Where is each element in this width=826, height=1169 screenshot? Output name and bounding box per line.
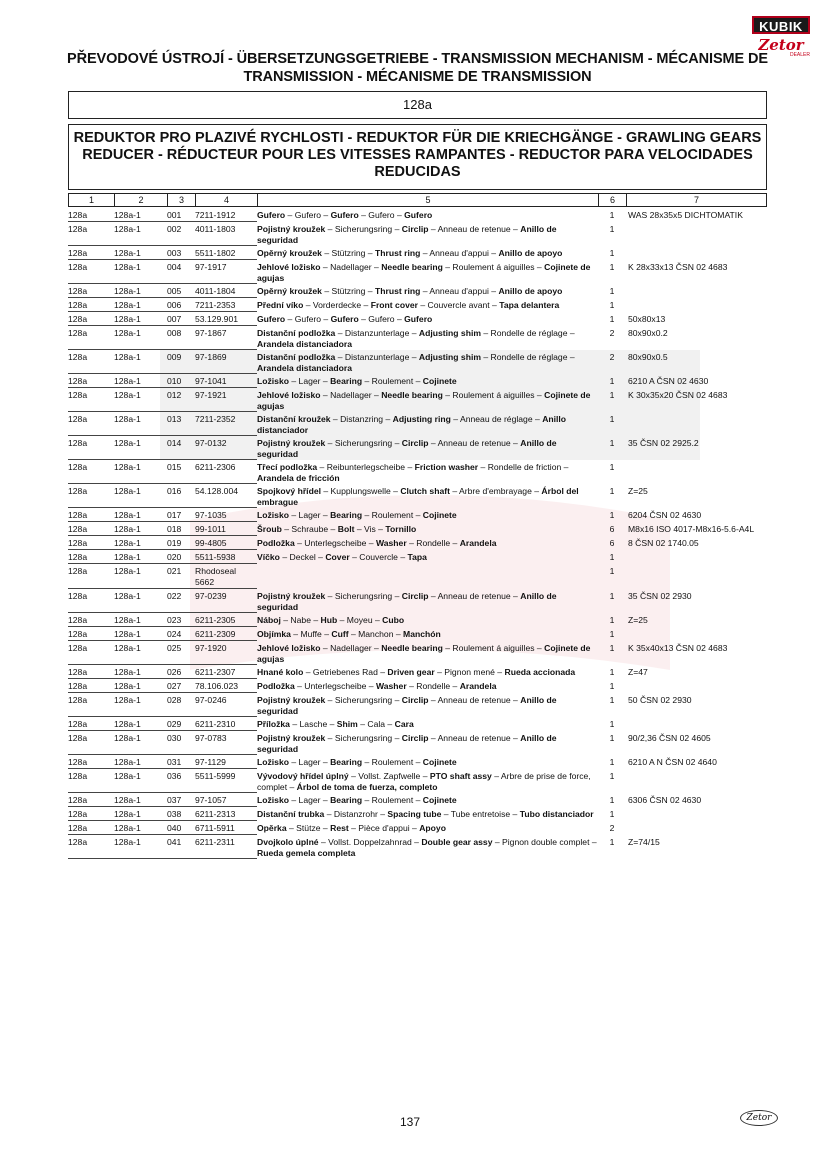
- row-subgroup: 128a-1: [114, 667, 167, 679]
- table-row: [68, 510, 774, 524]
- row-part-number: 5511-5938: [195, 552, 257, 564]
- table-row: [68, 757, 774, 771]
- row-part-number: 6211-2313: [195, 809, 257, 821]
- row-group: 128a: [68, 757, 114, 769]
- row-group: 128a: [68, 538, 114, 550]
- column-header: 1: [69, 194, 115, 206]
- row-note: [626, 300, 774, 312]
- row-part-number: 99-4805: [195, 538, 257, 550]
- row-description: Vývodový hřídel úplný – Vollst. Zapfwelle – PTO shaft assy – Arbre de prise de force, complet – Árbol de toma de fuerza, completo: [257, 771, 591, 792]
- row-note: 6210 A N ČSN 02 4640: [628, 757, 717, 767]
- row-description: Opěrný kroužek – Stützring – Thrust ring – Anneau d'appui – Anillo de apoyo: [257, 248, 563, 258]
- row-description: Víčko – Deckel – Cover – Couvercle – Tapa: [257, 552, 427, 562]
- row-subgroup: 128a-1: [114, 823, 167, 835]
- row-part-number: 54.128.004: [195, 486, 257, 508]
- row-position: 026: [167, 667, 195, 679]
- column-header: 4: [196, 194, 258, 206]
- row-subgroup: 128a-1: [114, 486, 167, 508]
- row-group: 128a: [68, 438, 114, 460]
- row-quantity: 1: [609, 300, 615, 310]
- row-position: 008: [167, 328, 195, 350]
- row-group: 128a: [68, 566, 114, 589]
- row-subgroup: 128a-1: [114, 795, 167, 807]
- logo-dealer-text: DEALER: [789, 52, 810, 58]
- row-part-number: 97-1917: [195, 262, 257, 284]
- row-note: [626, 414, 774, 436]
- row-group: 128a: [68, 695, 114, 717]
- kubik-zetor-logo: [752, 16, 810, 58]
- row-part-number: 97-1867: [195, 328, 257, 350]
- row-part-number: 97-0132: [195, 438, 257, 460]
- row-subgroup: 128a-1: [114, 286, 167, 298]
- row-subgroup: 128a-1: [114, 376, 167, 388]
- parts-table: [68, 210, 774, 861]
- table-row: [68, 681, 774, 695]
- row-subgroup: 128a-1: [114, 224, 167, 246]
- row-note: [626, 809, 774, 821]
- row-description: Náboj – Nabe – Hub – Moyeu – Cubo: [257, 615, 405, 625]
- row-note: 6204 ČSN 02 4630: [628, 510, 702, 520]
- row-position: 030: [167, 733, 195, 755]
- row-quantity: 1: [609, 667, 615, 677]
- row-quantity: 1: [609, 210, 615, 220]
- table-row: [68, 809, 774, 823]
- row-subgroup: 128a-1: [114, 629, 167, 641]
- row-description: Opěrný kroužek – Stützring – Thrust ring – Anneau d'appui – Anillo de apoyo: [257, 286, 563, 296]
- row-subgroup: 128a-1: [114, 414, 167, 436]
- row-position: 031: [167, 757, 195, 769]
- row-position: 013: [167, 414, 195, 436]
- row-description: Pojistný kroužek – Sicherungsring – Circlip – Anneau de retenue – Anillo de seguridad: [257, 224, 557, 245]
- row-group: 128a: [68, 248, 114, 260]
- row-position: 010: [167, 376, 195, 388]
- row-note: Z=47: [628, 667, 648, 677]
- row-quantity: 1: [609, 757, 615, 767]
- section-subtitle: REDUKTOR PRO PLAZIVÉ RYCHLOSTI - REDUKTOR FÜR DIE KRIECHGÄNGE - GRAWLING GEARS REDUCER - RÉDUCTEUR POUR LES VITESSES RAMPANTES - REDUCTOR PARA VELOCIDADES REDUCIDAS: [68, 124, 767, 190]
- row-description: Jehlové ložisko – Nadellager – Needle bearing – Roulement á aiguilles – Cojinete de agujas: [257, 390, 591, 411]
- row-description: Pojistný kroužek – Sicherungsring – Circlip – Anneau de retenue – Anillo de seguridad: [257, 591, 557, 612]
- row-note: [626, 224, 774, 246]
- row-quantity: 1: [609, 552, 615, 562]
- row-group: 128a: [68, 462, 114, 484]
- row-group: 128a: [68, 629, 114, 641]
- row-position: 001: [167, 210, 195, 222]
- row-group: 128a: [68, 376, 114, 388]
- row-note: [626, 823, 774, 835]
- row-position: 040: [167, 823, 195, 835]
- row-position: 028: [167, 695, 195, 717]
- row-subgroup: 128a-1: [114, 643, 167, 665]
- row-description: Ložisko – Lager – Bearing – Roulement – Cojinete: [257, 795, 457, 805]
- row-group: 128a: [68, 823, 114, 835]
- page-number: 137: [400, 1115, 421, 1129]
- row-part-number: 97-1041: [195, 376, 257, 388]
- row-quantity: 1: [609, 809, 615, 819]
- row-note: 8 ČSN 02 1740.05: [628, 538, 699, 548]
- row-part-number: 97-1920: [195, 643, 257, 665]
- row-note: [626, 629, 774, 641]
- row-part-number: 5511-5999: [195, 771, 257, 793]
- row-position: 038: [167, 809, 195, 821]
- row-subgroup: 128a-1: [114, 524, 167, 536]
- row-note: [626, 552, 774, 564]
- row-quantity: 1: [609, 286, 615, 296]
- column-header: 2: [115, 194, 168, 206]
- row-note: 6306 ČSN 02 4630: [628, 795, 702, 805]
- row-group: 128a: [68, 719, 114, 731]
- row-description: Gufero – Gufero – Gufero – Gufero – Gufero: [257, 210, 433, 220]
- row-quantity: 6: [609, 538, 615, 548]
- row-subgroup: 128a-1: [114, 681, 167, 693]
- row-position: 036: [167, 771, 195, 793]
- row-position: 020: [167, 552, 195, 564]
- row-description: [257, 566, 598, 589]
- row-part-number: 7211-2353: [195, 300, 257, 312]
- row-group: 128a: [68, 314, 114, 326]
- column-header: 7: [693, 195, 699, 205]
- row-subgroup: 128a-1: [114, 837, 167, 859]
- row-description: Pojistný kroužek – Sicherungsring – Circlip – Anneau de retenue – Anillo de seguridad: [257, 733, 557, 754]
- row-position: 041: [167, 837, 195, 859]
- row-part-number: 53.129.901: [195, 314, 257, 326]
- row-quantity: 1: [609, 615, 615, 625]
- row-part-number: 97-0783: [195, 733, 257, 755]
- row-part-number: 97-0246: [195, 695, 257, 717]
- row-part-number: 6211-2306: [195, 462, 257, 484]
- row-position: 004: [167, 262, 195, 284]
- row-group: 128a: [68, 524, 114, 536]
- table-row: [68, 524, 774, 538]
- row-part-number: 6211-2310: [195, 719, 257, 731]
- row-description: Šroub – Schraube – Bolt – Vis – Tornillo: [257, 524, 417, 534]
- row-part-number: 7211-2352: [195, 414, 257, 436]
- row-note: K 30x35x20 ČSN 02 4683: [628, 390, 728, 400]
- column-header: 3: [168, 194, 196, 206]
- row-description: Hnané kolo – Getriebenes Rad – Driven gear – Pignon mené – Rueda accionada: [257, 667, 576, 677]
- row-quantity: 1: [609, 262, 615, 272]
- row-part-number: 97-1921: [195, 390, 257, 412]
- row-description: Ložisko – Lager – Bearing – Roulement – Cojinete: [257, 757, 457, 767]
- row-position: 012: [167, 390, 195, 412]
- section-code: 128a: [68, 91, 767, 119]
- zetor-footer-logo: Zetor: [740, 1110, 778, 1126]
- row-position: 022: [167, 591, 195, 613]
- row-quantity: 2: [609, 328, 615, 338]
- row-group: 128a: [68, 809, 114, 821]
- row-note: 50 ČSN 02 2930: [628, 695, 692, 705]
- row-note: K 28x33x13 ČSN 02 4683: [628, 262, 728, 272]
- row-quantity: 1: [609, 486, 615, 496]
- row-note: [626, 719, 774, 731]
- row-note: 35 ČSN 02 2930: [628, 591, 692, 601]
- row-position: 029: [167, 719, 195, 731]
- row-part-number: 5511-1802: [195, 248, 257, 260]
- row-quantity: 1: [609, 629, 615, 639]
- row-quantity: 1: [609, 681, 615, 691]
- row-part-number: 97-1129: [195, 757, 257, 769]
- row-position: 024: [167, 629, 195, 641]
- row-note: Z=25: [628, 486, 648, 496]
- row-description: Ložisko – Lager – Bearing – Roulement – Cojinete: [257, 510, 457, 520]
- row-group: 128a: [68, 328, 114, 350]
- table-row: [68, 300, 774, 314]
- row-position: 019: [167, 538, 195, 550]
- row-quantity: 1: [609, 591, 615, 601]
- row-note: [626, 462, 774, 484]
- row-group: 128a: [68, 486, 114, 508]
- row-quantity: 1: [609, 695, 615, 705]
- row-note: Z=25: [628, 615, 648, 625]
- row-note: Z=74/15: [628, 837, 660, 847]
- row-quantity: 1: [609, 314, 615, 324]
- row-description: Přední víko – Vorderdecke – Front cover – Couvercle avant – Tapa delantera: [257, 300, 560, 310]
- row-position: 018: [167, 524, 195, 536]
- row-note: [626, 566, 774, 589]
- row-position: 037: [167, 795, 195, 807]
- table-row: [68, 286, 774, 300]
- row-description: Gufero – Gufero – Gufero – Gufero – Gufero: [257, 314, 433, 324]
- row-position: 005: [167, 286, 195, 298]
- row-quantity: 1: [609, 719, 615, 729]
- row-quantity: 1: [609, 795, 615, 805]
- row-group: 128a: [68, 733, 114, 755]
- row-note: 6210 A ČSN 02 4630: [628, 376, 709, 386]
- page-title: PŘEVODOVÉ ÚSTROJÍ - ÜBERSETZUNGSGETRIEBE - TRANSMISSION MECHANISM - MÉCANISME DE TRANSMISSION - MÉCANISME DE TRANSMISSION: [67, 51, 768, 85]
- row-group: 128a: [68, 224, 114, 246]
- row-group: 128a: [68, 210, 114, 222]
- row-subgroup: 128a-1: [114, 314, 167, 326]
- row-group: 128a: [68, 615, 114, 627]
- row-subgroup: 128a-1: [114, 615, 167, 627]
- row-position: 021: [167, 566, 195, 589]
- row-description: Pojistný kroužek – Sicherungsring – Circlip – Anneau de retenue – Anillo de seguridad: [257, 695, 557, 716]
- row-part-number: 97-1869: [195, 352, 257, 374]
- row-description: Podložka – Unterlegscheibe – Washer – Rondelle – Arandela: [257, 681, 497, 691]
- row-quantity: 1: [609, 643, 615, 653]
- table-row: [68, 224, 774, 248]
- logo-zetor-text: Zetor: [758, 36, 804, 54]
- row-group: 128a: [68, 837, 114, 859]
- row-part-number: 97-1035: [195, 510, 257, 522]
- row-description: Distanční podložka – Distanzunterlage – Adjusting shim – Rondelle de réglage – Arandela distanciadora: [257, 328, 575, 349]
- row-quantity: 2: [609, 352, 615, 362]
- row-quantity: 1: [609, 438, 615, 448]
- table-row: [68, 643, 774, 667]
- row-part-number: 4011-1803: [195, 224, 257, 246]
- table-row: [68, 719, 774, 733]
- column-header-row: [68, 193, 767, 207]
- row-subgroup: 128a-1: [114, 510, 167, 522]
- table-row: [68, 352, 774, 376]
- row-note: 90/2,36 ČSN 02 4605: [628, 733, 711, 743]
- row-description: Jehlové ložisko – Nadellager – Needle bearing – Roulement á aiguilles – Cojinete de agujas: [257, 643, 591, 664]
- row-quantity: 1: [609, 390, 615, 400]
- row-description: Třecí podložka – Reibunterlegscheibe – Friction washer – Rondelle de friction – Arandela de fricción: [257, 462, 569, 483]
- row-subgroup: 128a-1: [114, 210, 167, 222]
- row-group: 128a: [68, 681, 114, 693]
- row-subgroup: 128a-1: [114, 771, 167, 793]
- row-quantity: 1: [609, 414, 615, 424]
- row-position: 017: [167, 510, 195, 522]
- table-row: [68, 210, 774, 224]
- row-part-number: 4011-1804: [195, 286, 257, 298]
- row-quantity: 1: [609, 771, 615, 781]
- row-description: Distanční trubka – Distanzrohr – Spacing tube – Tube entretoise – Tubo distanciador: [257, 809, 594, 819]
- column-header: 6: [599, 194, 627, 206]
- row-quantity: 1: [609, 510, 615, 520]
- row-subgroup: 128a-1: [114, 390, 167, 412]
- table-row: [68, 462, 774, 486]
- row-subgroup: 128a-1: [114, 328, 167, 350]
- row-group: 128a: [68, 795, 114, 807]
- row-description: Distanční kroužek – Distanzring – Adjusting ring – Anneau de réglage – Anillo distanciador: [257, 414, 567, 435]
- row-quantity: 1: [609, 376, 615, 386]
- row-note: [626, 771, 774, 793]
- row-group: 128a: [68, 352, 114, 374]
- row-quantity: 1: [609, 248, 615, 258]
- table-row: [68, 733, 774, 757]
- row-quantity: 2: [609, 823, 615, 833]
- row-group: 128a: [68, 643, 114, 665]
- row-subgroup: 128a-1: [114, 462, 167, 484]
- row-position: 006: [167, 300, 195, 312]
- row-group: 128a: [68, 510, 114, 522]
- row-note: 35 ČSN 02 2925.2: [628, 438, 699, 448]
- row-subgroup: 128a-1: [114, 538, 167, 550]
- table-row: [68, 248, 774, 262]
- table-row: [68, 823, 774, 837]
- table-row: [68, 591, 774, 615]
- row-note: [626, 681, 774, 693]
- table-row: [68, 695, 774, 719]
- table-row: [68, 615, 774, 629]
- table-row: [68, 390, 774, 414]
- row-subgroup: 128a-1: [114, 300, 167, 312]
- table-row: [68, 667, 774, 681]
- row-part-number: 6211-2311: [195, 837, 257, 859]
- row-subgroup: 128a-1: [114, 719, 167, 731]
- table-row: [68, 771, 774, 795]
- row-quantity: 1: [609, 837, 615, 847]
- row-part-number: 7211-1912: [195, 210, 257, 222]
- row-group: 128a: [68, 667, 114, 679]
- table-row: [68, 376, 774, 390]
- table-row: [68, 438, 774, 462]
- row-part-number: 78.106.023: [195, 681, 257, 693]
- row-part-number: Rhodoseal 5662: [195, 566, 257, 589]
- row-position: 007: [167, 314, 195, 326]
- row-position: 027: [167, 681, 195, 693]
- row-subgroup: 128a-1: [114, 695, 167, 717]
- row-group: 128a: [68, 300, 114, 312]
- row-position: 023: [167, 615, 195, 627]
- row-note: K 35x40x13 ČSN 02 4683: [628, 643, 728, 653]
- table-row: [68, 328, 774, 352]
- row-quantity: 6: [609, 524, 615, 534]
- row-subgroup: 128a-1: [114, 552, 167, 564]
- row-description: Jehlové ložisko – Nadellager – Needle bearing – Roulement á aiguilles – Cojinete de agujas: [257, 262, 591, 283]
- table-row: [68, 629, 774, 643]
- table-row: [68, 486, 774, 510]
- row-group: 128a: [68, 552, 114, 564]
- table-row: [68, 414, 774, 438]
- row-note: [626, 286, 774, 298]
- table-row: [68, 552, 774, 566]
- table-row: [68, 314, 774, 328]
- row-description: Pojistný kroužek – Sicherungsring – Circlip – Anneau de retenue – Anillo de seguridad: [257, 438, 557, 459]
- table-row: [68, 837, 774, 861]
- row-position: 025: [167, 643, 195, 665]
- row-subgroup: 128a-1: [114, 262, 167, 284]
- row-position: 009: [167, 352, 195, 374]
- row-part-number: 97-1057: [195, 795, 257, 807]
- table-row: [68, 795, 774, 809]
- row-subgroup: 128a-1: [114, 566, 167, 589]
- row-group: 128a: [68, 591, 114, 613]
- row-part-number: 6211-2305: [195, 615, 257, 627]
- row-note: 80x90x0.2: [628, 328, 668, 338]
- row-position: 002: [167, 224, 195, 246]
- row-subgroup: 128a-1: [114, 438, 167, 460]
- row-quantity: 1: [609, 224, 615, 234]
- row-part-number: 99-1011: [195, 524, 257, 536]
- row-note: WAS 28x35x5 DICHTOMATIK: [628, 210, 743, 220]
- row-subgroup: 128a-1: [114, 733, 167, 755]
- row-description: Opěrka – Stütze – Rest – Pièce d'appui – Apoyo: [257, 823, 446, 833]
- table-row: [68, 262, 774, 286]
- row-description: Dvojkolo úplné – Vollst. Doppelzahnrad – Double gear assy – Pignon double complet – Rueda gemela completa: [257, 837, 597, 858]
- row-description: Příložka – Lasche – Shim – Cala – Cara: [257, 719, 414, 729]
- table-row: [68, 566, 774, 591]
- column-header: 5: [258, 194, 599, 206]
- row-subgroup: 128a-1: [114, 248, 167, 260]
- row-description: Distanční podložka – Distanzunterlage – Adjusting shim – Rondelle de réglage – Arandela distanciadora: [257, 352, 575, 373]
- row-description: Ložisko – Lager – Bearing – Roulement – Cojinete: [257, 376, 457, 386]
- row-group: 128a: [68, 390, 114, 412]
- row-subgroup: 128a-1: [114, 757, 167, 769]
- table-row: [68, 538, 774, 552]
- row-group: 128a: [68, 262, 114, 284]
- row-position: 014: [167, 438, 195, 460]
- row-part-number: 6211-2307: [195, 667, 257, 679]
- row-quantity: 1: [609, 566, 615, 576]
- row-part-number: 6211-2309: [195, 629, 257, 641]
- row-description: Podložka – Unterlegscheibe – Washer – Rondelle – Arandela: [257, 538, 497, 548]
- row-note: 50x80x13: [628, 314, 666, 324]
- row-description: Objímka – Muffe – Cuff – Manchon – Manchón: [257, 629, 441, 639]
- row-quantity: 1: [609, 462, 615, 472]
- row-group: 128a: [68, 771, 114, 793]
- row-subgroup: 128a-1: [114, 809, 167, 821]
- row-subgroup: 128a-1: [114, 352, 167, 374]
- row-subgroup: 128a-1: [114, 591, 167, 613]
- row-position: 016: [167, 486, 195, 508]
- row-quantity: 1: [609, 733, 615, 743]
- row-position: 003: [167, 248, 195, 260]
- row-part-number: 6711-5911: [195, 823, 257, 835]
- row-position: 015: [167, 462, 195, 484]
- row-description: Spojkový hřídel – Kupplungswelle – Clutch shaft – Arbre d'embrayage – Árbol del embrague: [257, 486, 579, 507]
- row-group: 128a: [68, 414, 114, 436]
- row-note: M8x16 ISO 4017-M8x16-5.6-A4L: [628, 524, 755, 534]
- row-note: [626, 248, 774, 260]
- row-part-number: 97-0239: [195, 591, 257, 613]
- row-note: 80x90x0.5: [628, 352, 668, 362]
- row-group: 128a: [68, 286, 114, 298]
- logo-kubik-text: KUBIK: [752, 16, 810, 34]
